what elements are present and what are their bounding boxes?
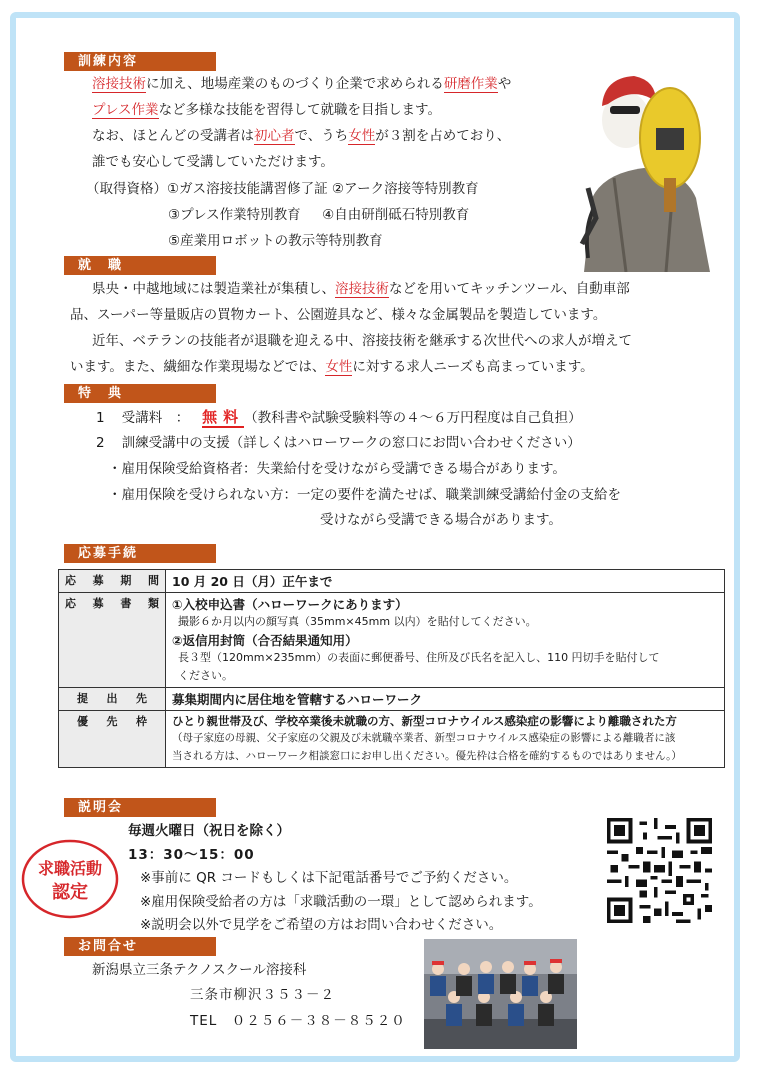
contact-header: お問合せ [64, 937, 216, 956]
training-line-1: 溶接技術に加え、地場産業のものづくり企業で求められる研磨作業や [92, 76, 512, 92]
contact-phone: TEL ０２５６－３８－８５２０ [190, 1013, 406, 1029]
training-line-4: 誰でも安心して受講していただけます。 [92, 154, 334, 170]
application-documents: ①入校申込書（ハローワークにあります） 撮影６か月以内の顔写真（35mm×45mm 以内）を貼付してください。 ②返信用封筒（合否結果通知用） 長３型（120mm×235mm）の表面に郵便番号、住所及び氏名を記入し、110 円切手を貼付して ください。 [166, 593, 725, 688]
contact-address: 三条市柳沢３５３－２ [190, 987, 335, 1003]
job-search-certified-stamp [20, 838, 120, 920]
table-row: 応 募 書 類 ①入校申込書（ハローワークにあります） 撮影６か月以内の顔写真（35mm×45mm 以内）を貼付してください。 ②返信用封筒（合否結果通知用） 長３型（120mm×235mm）の表面に郵便番号、住所及び氏名を記入し、110 円切手を貼付して ください。 [59, 593, 725, 688]
welder-photo [574, 58, 714, 272]
benefit-bullet-1: ・雇用保険受給資格者：失業給付を受けながら受講できる場合があります。 [108, 461, 566, 477]
qr-code[interactable] [607, 818, 712, 923]
students-group-photo [424, 939, 577, 1049]
application-header: 応募手続 [64, 544, 216, 563]
employment-line-1: 県央・中越地域には製造業社が集積し、溶接技術などを用いてキッチンツール、自動車部 [92, 281, 630, 297]
svg-text:認定: 認定 [52, 882, 88, 903]
application-period: 10 月 20 日（月）正午まで [166, 570, 725, 593]
employment-line-3: 近年、ベテランの技能者が退職を迎える中、溶接技術を継承する次世代への求人が増えて [92, 333, 632, 349]
briefing-note-3: ※説明会以外で見学をご希望の方はお問い合わせください。 [140, 917, 503, 933]
table-row: 提 出 先 募集期間内に居住地を管轄するハローワーク [59, 688, 725, 711]
submission-destination: 募集期間内に居住地を管轄するハローワーク [166, 688, 725, 711]
qualification-label: （取得資格）①ガス溶接技能講習修了証 ②アーク溶接等特別教育 [86, 181, 479, 197]
benefit-bullet-2: ・雇用保険を受けられない方：一定の要件を満たせば、職業訓練受講給付金の支給を [108, 487, 621, 503]
briefing-time: 13：30～15：00 [128, 847, 255, 863]
briefing-day: 毎週火曜日（祝日を除く） [128, 823, 290, 839]
contact-organization: 新潟県立三条テクノスクール溶接科 [92, 962, 307, 978]
training-header: 訓練内容 [64, 52, 216, 71]
benefit-item-2: 2 訓練受講中の支援（詳しくはハローワークの窓口にお問い合わせください） [96, 435, 581, 451]
priority-quota: ひとり親世帯及び、学校卒業後未就職の方、新型コロナウイルス感染症の影響により離職された方 （母子家庭の母親、父子家庭の父親及び未就職卒業者、新型コロナウイルス感染症の影響による離職者に該 当される方は、ハローワーク相談窓口にお申し出ください。優先枠は合格を確約するものではありません。） [166, 711, 725, 768]
benefit-item-1: 1 受講料 ： 無料（教科書や試験受験料等の４～６万円程度は自己負担） [96, 408, 582, 426]
training-line-3: なお、ほとんどの受講者は初心者で、うち女性が３割を占めており、 [92, 128, 511, 144]
svg-text:求職活動: 求職活動 [37, 859, 103, 878]
benefit-bullet-3: 受けながら受講できる場合があります。 [320, 512, 562, 528]
employment-header: 就 職 [64, 256, 216, 275]
benefits-header: 特 典 [64, 384, 216, 403]
qualification-line-3: ⑤産業用ロボットの教示等特別教育 [168, 233, 383, 249]
table-row: 応 募 期 間 10 月 20 日（月）正午まで [59, 570, 725, 593]
briefing-note-2: ※雇用保険受給者の方は「求職活動の一環」として認められます。 [140, 894, 542, 910]
briefing-header: 説明会 [64, 798, 216, 817]
employment-line-4: います。また、繊細な作業現場などでは、女性に対する求人ニーズも高まっています。 [70, 359, 594, 375]
training-line-2: プレス作業など多様な技能を習得して就職を目指します。 [92, 102, 441, 118]
qualification-line-2: ③プレス作業特別教育 ④自由研削砥石特別教育 [168, 207, 470, 223]
application-table [58, 569, 725, 768]
employment-line-2: 品、スーパー等量販店の買物カート、公園遊具など、様々な金属製品を製造しています。 [70, 307, 607, 323]
free-label: 無料 [202, 408, 245, 426]
table-row: 優 先 枠 ひとり親世帯及び、学校卒業後未就職の方、新型コロナウイルス感染症の影響により離職された方 （母子家庭の母親、父子家庭の父親及び未就職卒業者、新型コロナウイルス感染症の影響による離職者に該 当される方は、ハローワーク相談窓口にお申し出ください。優先枠は合格を確約するものではありません。） [59, 711, 725, 768]
briefing-note-1: ※事前に QR コードもしくは下記電話番号でご予約ください。 [140, 870, 518, 886]
